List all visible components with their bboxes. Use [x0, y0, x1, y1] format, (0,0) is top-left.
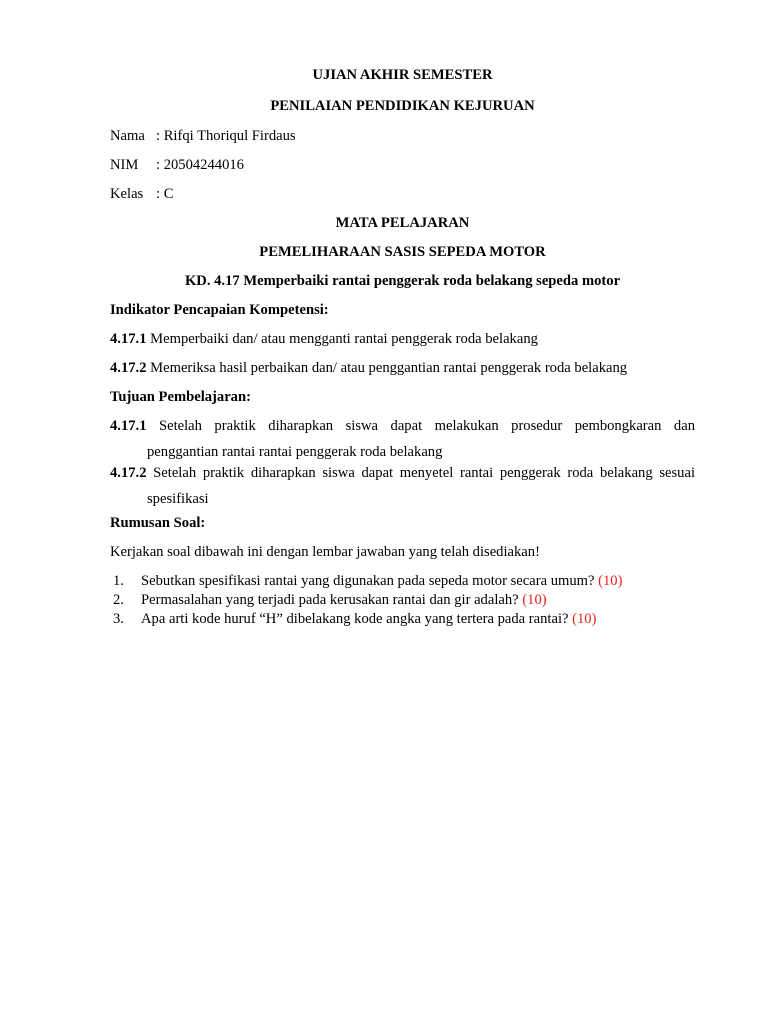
- nama-value: : Rifqi Thoriqul Firdaus: [156, 128, 296, 144]
- indikator-code: 4.17.1: [110, 331, 147, 347]
- question-text: Apa arti kode huruf “H” dibelakang kode angka yang tertera pada rantai?: [141, 611, 573, 627]
- question-score: (10): [572, 611, 597, 627]
- indikator-text: Memperbaiki dan/ atau mengganti rantai penggerak roda belakang: [146, 331, 538, 347]
- tujuan-line1: [110, 464, 695, 483]
- tujuan-line1: [110, 417, 695, 436]
- subject-name: PEMELIHARAAN SASIS SEPEDA MOTOR: [259, 244, 546, 260]
- subject-heading: MATA PELAJARAN: [335, 215, 470, 231]
- nim-value: : 20504244016: [156, 157, 244, 173]
- indikator-item: [110, 330, 695, 349]
- kelas-label: Kelas: [110, 186, 144, 202]
- tujuan-line2: spesifikasi: [147, 490, 209, 507]
- kelas-value: : C: [156, 186, 174, 202]
- indikator-text: Memeriksa hasil perbaikan dan/ atau penggantian rantai penggerak roda belakang: [146, 360, 628, 376]
- exam-subtitle: PENILAIAN PENDIDIKAN KEJURUAN: [270, 98, 535, 114]
- tujuan-item: [110, 417, 695, 462]
- question-text: Sebutkan spesifikasi rantai yang digunakan pada sepeda motor secara umum?: [141, 573, 599, 589]
- tujuan-code: 4.17.2: [110, 465, 147, 481]
- tujuan-heading: Tujuan Pembelajaran:: [110, 389, 251, 405]
- indikator-heading: Indikator Pencapaian Kompetensi:: [110, 302, 329, 318]
- soal-heading: Rumusan Soal:: [110, 515, 206, 531]
- question-score: (10): [598, 573, 623, 589]
- soal-instruction: Kerjakan soal dibawah ini dengan lembar jawaban yang telah disediakan!: [110, 544, 540, 560]
- tujuan-text: Setelah praktik diharapkan siswa dapat melakukan prosedur pembongkaran dan: [146, 418, 695, 434]
- kd-title: KD. 4.17 Memperbaiki rantai penggerak roda belakang sepeda motor: [184, 273, 621, 289]
- question-number: 1.: [113, 573, 124, 589]
- identity-nim: [110, 156, 695, 175]
- indikator-code: 4.17.2: [110, 360, 147, 376]
- question-number: 3.: [113, 611, 124, 627]
- tujuan-code: 4.17.1: [110, 418, 147, 434]
- nim-label: NIM: [110, 157, 139, 173]
- exam-title: UJIAN AKHIR SEMESTER: [312, 67, 493, 83]
- tujuan-item: [110, 464, 695, 509]
- question-number: 2.: [113, 592, 124, 608]
- question-score: (10): [522, 592, 547, 608]
- identity-kelas: [110, 185, 695, 204]
- question-item: [110, 591, 695, 610]
- nama-label: Nama: [110, 128, 145, 144]
- tujuan-text: Setelah praktik diharapkan siswa dapat menyetel rantai penggerak roda belakang sesuai: [146, 465, 695, 481]
- question-text: Permasalahan yang terjadi pada kerusakan rantai dan gir adalah?: [141, 592, 523, 608]
- tujuan-line2: penggantian rantai rantai penggerak roda belakang: [147, 443, 443, 460]
- indikator-item: [110, 359, 695, 378]
- question-item: [110, 610, 695, 629]
- question-item: [110, 572, 695, 591]
- identity-nama: [110, 127, 695, 146]
